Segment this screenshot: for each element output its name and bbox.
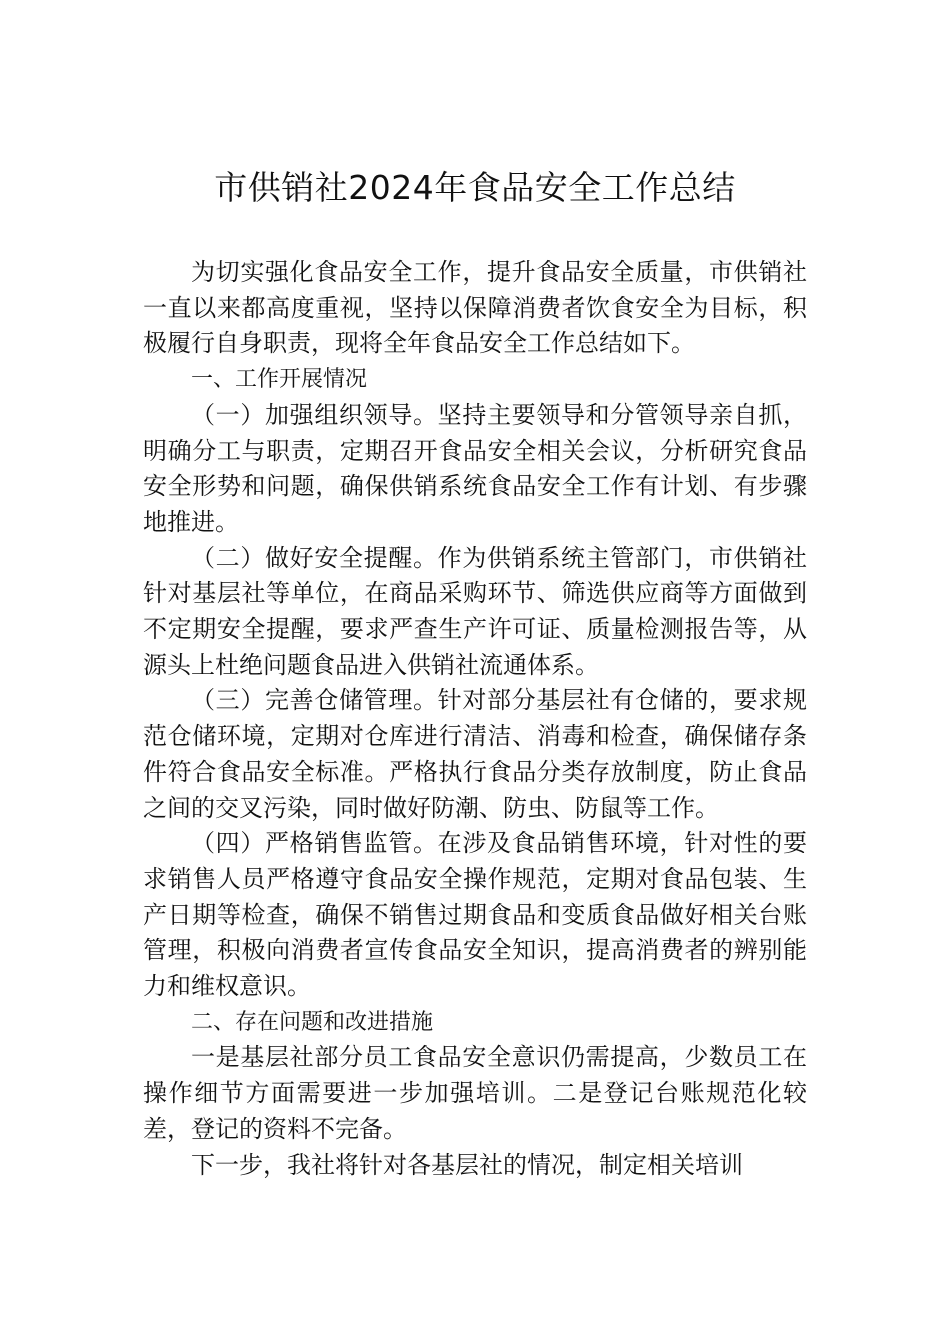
section-heading-work: 一、工作开展情况 (191, 367, 368, 393)
paragraph-organization: （一）加强组织领导。坚持主要领导和分管领导亲自抓，明确分工与职责，定期召开食品安全相关会议，分析研究食品安全形势和问题，确保供销系统食品安全工作有计划、有步骤地推进。 (143, 400, 807, 536)
paragraph-sales-supervision: （四）严格销售监管。在涉及食品销售环境，针对性的要求销售人员严格遵守食品安全操作规范，定期对食品包装、生产日期等检查，确保不销售过期食品和变质食品做好相关台账管理，积极向消费者宣传食品安全知识，提高消费者的辨别能力和维权意识。 (143, 829, 807, 1001)
paragraph-problems: 一是基层社部分员工食品安全意识仍需提高，少数员工在操作细节方面需要进一步加强培训。二是登记台账规范化较差，登记的资料不完备。 (143, 1043, 807, 1143)
paragraph-safety-reminder: （二）做好安全提醒。作为供销系统主管部门，市供销社针对基层社等单位，在商品采购环节、筛选供应商等方面做到不定期安全提醒，要求严查生产许可证、质量检测报告等，从源头上杜绝问题食品进入供销社流通体系。 (143, 543, 807, 679)
section-heading-problems: 二、存在问题和改进措施 (191, 1009, 434, 1035)
document-title: 市供销社2024年食品安全工作总结 (214, 168, 736, 207)
document-body (143, 255, 807, 1183)
paragraph-storage: （三）完善仓储管理。针对部分基层社有仓储的，要求规范仓储环境，定期对仓库进行清洁、消毒和检查，确保储存条件符合食品安全标准。严格执行食品分类存放制度，防止食品之间的交叉污染，同时做好防潮、防虫、防鼠等工作。 (143, 686, 807, 822)
paragraph-next-steps: 下一步，我社将针对各基层社的情况，制定相关培训 (191, 1150, 743, 1179)
intro-paragraph: 为切实强化食品安全工作，提升食品安全质量，市供销社一直以来都高度重视，坚持以保障消费者饮食安全为目标，积极履行自身职责，现将全年食品安全工作总结如下。 (143, 258, 807, 358)
